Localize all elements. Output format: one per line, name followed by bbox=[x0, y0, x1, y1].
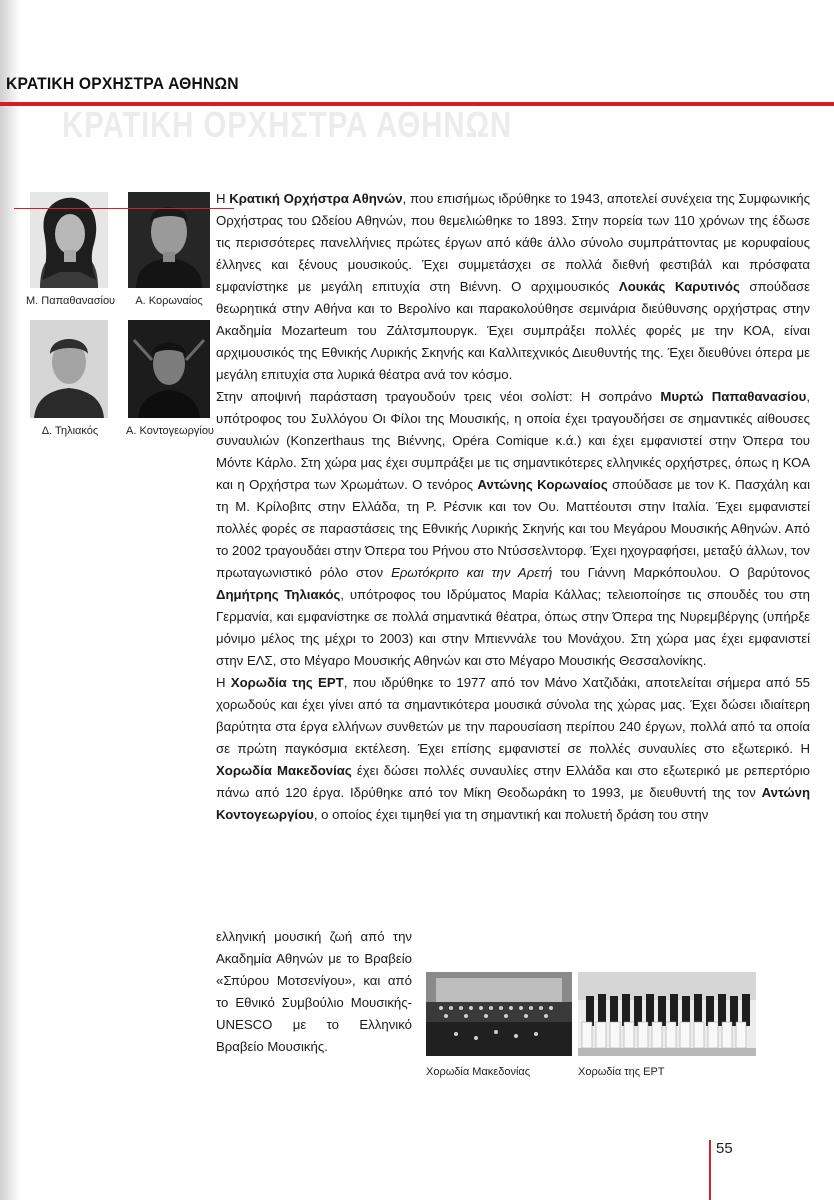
text-run: Στην αποψινή παράσταση τραγουδούν τρεις νέοι σολίστ: Η σοπράνο bbox=[216, 389, 661, 404]
paragraph-orchestra bbox=[216, 188, 810, 386]
portrait-kontogeorgiou bbox=[128, 320, 210, 418]
text-run: Η bbox=[216, 675, 231, 690]
choir-caption: Χορωδία Μακεδονίας bbox=[426, 1066, 531, 1078]
paragraph-choirs-continued: ελληνική μουσική ζωή από την Ακαδημία Αθηνών με το Βραβείο «Σπύρου Μοτσενίγου», και από το Εθνικό Συμβούλιο Μουσικής-UNESCO με το Ελληνικό Βραβείο Μουσικής. bbox=[216, 929, 412, 1054]
portrait-koronaios bbox=[128, 192, 210, 288]
watermark-title: ΚΡΑΤΙΚΗ ΟΡΧΗΣΤΡΑ ΑΘΗΝΩΝ bbox=[62, 104, 513, 145]
page-edge-shadow bbox=[0, 0, 20, 1200]
bold-name: Κρατική Ορχήστρα Αθηνών bbox=[229, 191, 403, 206]
photo-macedonia-choir bbox=[426, 972, 572, 1056]
bold-name: Μυρτώ Παπαθανασίου bbox=[660, 389, 807, 404]
bold-name: Χορωδία Μακεδονίας bbox=[216, 763, 352, 778]
text-run: σπούδασε με τον Κ. Πασχάλη και τη Μ. Κρίλοβιτς στην Ελλάδα, τη Ρ. Ρέσνικ και τον Ου. Ματτέουτσι στην Ιταλία. Έχει εμφανιστεί πολλές φορές σε παραστάσεις της Εθνικής Λυρικής Σκηνής και του Μεγάρου Μουσικής Αθηνών. Από το 2002 τραγουδάει στην Όπερα του Ρήνου στο Ντύσσελντορφ. Έχει ηχογραφήσει, μεταξύ άλλων, τον πρωταγωνιστικό ρόλο στον bbox=[216, 477, 810, 580]
text-run: , που επισήμως ιδρύθηκε το 1943, αποτελεί συνέχεια της Συμφωνικής Ορχήστρας του Ωδείου Αθηνών, που θεμελιώθηκε το 1893. Στην πορεία των 110 χρόνων της έδωσε τις περισσότερες πανελλήνιες πρώτες έργων από κάθε άλλο σύνολο συμπράττοντας με κορυφαίους έλληνες και ξένους μουσικούς. Έχει συμμετάσχει σε πολλά διεθνή φεστιβάλ και πρόσφατα εμφανίστηκε με μεγάλη επιτυχία στη Βιέννη. Ο αρχιμουσικός bbox=[216, 191, 810, 294]
text-run: , υπότροφος του Συλλόγου Οι Φίλοι της Μουσικής, η οποία έχει τραγουδήσει σε σημαντικές αίθουσες συναυλιών (Konzerthaus της Βιέννης, Opéra Comique κ.ά.) και έχει εμφανιστεί στην Όπερα του Μόντε Κάρλο. Στη χώρα μας έχει συμπράξει με τις σημαντικότερες ελληνικές ορχήστρες, όπως η ΚΟΑ και η Ορχήστρα των Χρωμάτων. Ο τενόρος bbox=[216, 389, 810, 492]
portrait-tiliakos bbox=[30, 320, 108, 418]
choir-caption: Χορωδία της ΕΡΤ bbox=[578, 1066, 665, 1078]
paragraph-choirs bbox=[216, 672, 810, 826]
text-run: , ο οποίος έχει τιμηθεί για τη σημαντική και πολυετή δράση του στην bbox=[313, 807, 709, 822]
bold-name: Αντώνη Κοντογεωργίου bbox=[216, 785, 810, 822]
text-run: έχει δώσει πολλές συναυλίες στην Ελλάδα και στο εξωτερικό με ρεπερτόριο πάνω από 120 έργα. Ιδρύθηκε από τον Μίκη Θεοδωράκη το 1993, με διευθυντή της τον bbox=[216, 763, 810, 800]
bold-name: Λουκάς Καρυτινός bbox=[618, 279, 740, 294]
text-run: του Γιάννη Μαρκόπουλου. Ο βαρύτονος bbox=[552, 565, 810, 580]
text-run: σπούδασε θεωρητικά στην Αθήνα και το Βερολίνο και παρακολούθησε σεμινάρια διεύθυνσης ορχήστρας στην Ακαδημία Mozarteum του Ζάλτσμπουργκ. Έχει συμπράξει πολλές φορές με την ΚΟΑ, είναι αρχιμουσικός της Εθνικής Λυρικής Σκηνής και Καλλιτεχνικός Διευθυντής της. Έχει διευθύνει όπερα με μεγάλη επιτυχία στα λυρικά θέατρα ανά τον κόσμο. bbox=[216, 279, 811, 382]
page-number: 55 bbox=[716, 1140, 733, 1157]
article-body bbox=[216, 188, 810, 826]
text-run: , υπότροφος του Ιδρύματος Μαρία Κάλλας; τελειοποίησε τις σπουδές του στη Γερμανία, και εμφανίστηκε σε πολλά σημαντικά θέατρα, όπως στην Όπερα της Νυρεμβέργης (υπήρξε μόνιμο μέλος της μέχρι το 2003) και στην Μπιεννάλε του Μονάχου. Στη χώρα μας έχει εμφανιστεί στην ΕΛΣ, στο Μέγαρο Μουσικής Αθηνών και στο Μέγαρο Μουσικής Θεσσαλονίκης. bbox=[216, 587, 810, 668]
accent-red-line bbox=[14, 208, 234, 209]
section-title: ΚΡΑΤΙΚΗ ΟΡΧΗΣΤΡΑ ΑΘΗΝΩΝ bbox=[6, 74, 239, 93]
portrait-caption: Α. Κοντογεωργίου bbox=[126, 425, 214, 437]
italic-title: Ερωτόκριτο και την Αρετή bbox=[391, 565, 553, 580]
page-number-rule bbox=[709, 1140, 711, 1200]
paragraph-soloists bbox=[216, 386, 810, 672]
portrait-papathanasiou bbox=[30, 192, 108, 288]
bold-name: Χορωδία της ΕΡΤ bbox=[230, 675, 344, 690]
bold-name: Αντώνης Κορωναίος bbox=[477, 477, 608, 492]
photo-ert-choir bbox=[578, 972, 756, 1056]
portrait-caption: Μ. Παπαθανασίου bbox=[26, 295, 116, 307]
portrait-caption: Δ. Τηλιακός bbox=[41, 425, 99, 437]
text-run: , που ιδρύθηκε το 1977 από τον Μάνο Χατζιδάκι, αποτελείται σήμερα από 55 χορωδούς και έχει γίνει από τα σημαντικότερα μουσικά σύνολα της χώρας μας. Έχει δώσει ιδιαίτερη βαρύτητα στα έργα ελλήνων συνθετών με την παρουσίαση περίπου 240 έργων, πολλά από τα οποία σε πρώτη παγκόσμια εκτέλεση. Έχει επίσης εμφανιστεί σε πολλές συναυλίες στο εξωτερικό. Η bbox=[216, 675, 811, 756]
text-run: Η bbox=[216, 191, 230, 206]
portrait-caption: Α. Κορωναίος bbox=[135, 295, 203, 307]
bold-name: Δημήτρης Τηλιακός bbox=[216, 587, 341, 602]
